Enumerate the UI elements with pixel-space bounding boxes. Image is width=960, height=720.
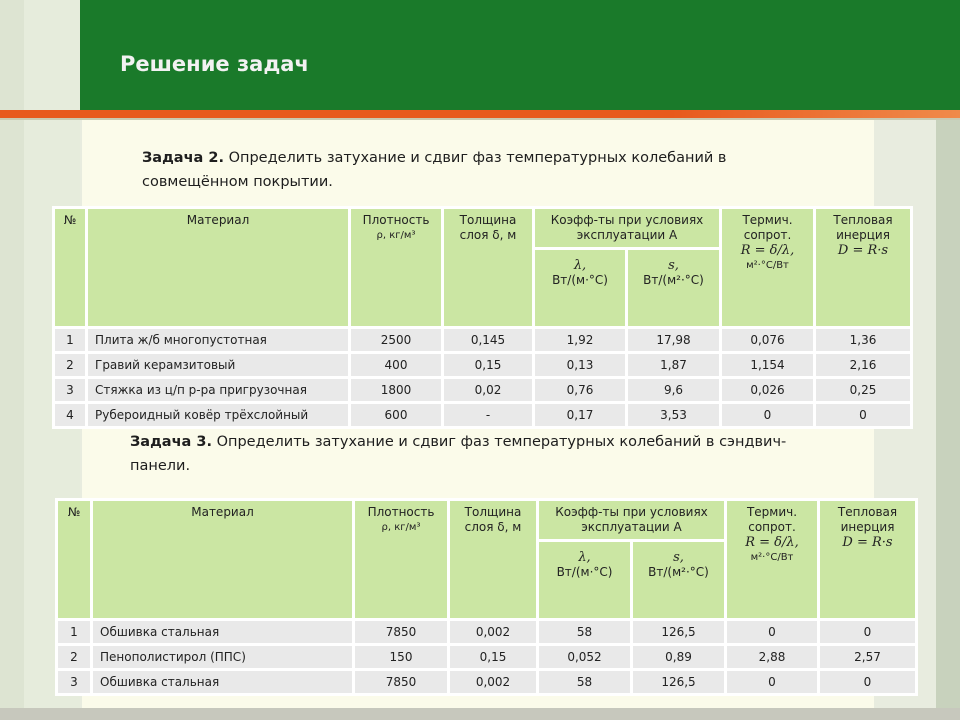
header-material: Материал xyxy=(93,501,352,618)
task2-text xyxy=(142,146,862,194)
table-cell: 1,154 xyxy=(722,354,813,376)
table-cell: - xyxy=(444,404,532,426)
table-cell: 0,13 xyxy=(535,354,625,376)
header-thickness: Толщина слоя δ, м xyxy=(450,501,536,618)
table-cell: 0,25 xyxy=(816,379,910,401)
right-decor-stripe xyxy=(936,120,960,720)
header-coefficients: Коэфф-ты при условиях эксплуатации А xyxy=(535,209,719,247)
task3-line1: Определить затухание и сдвиг фаз температурных колебаний в сэндвич- xyxy=(211,434,787,450)
table-row xyxy=(58,671,915,693)
table-cell: 0 xyxy=(816,404,910,426)
table-cell: Пенополистирол (ППС) xyxy=(93,646,352,668)
table-cell: 600 xyxy=(351,404,441,426)
table-row xyxy=(55,354,910,376)
table-cell: 150 xyxy=(355,646,447,668)
table-cell: 1800 xyxy=(351,379,441,401)
table-cell: 0,02 xyxy=(444,379,532,401)
table-cell: 0,002 xyxy=(450,671,536,693)
table-cell: 58 xyxy=(539,621,630,643)
table-cell: 0,15 xyxy=(444,354,532,376)
table-cell: 7850 xyxy=(355,621,447,643)
table-row xyxy=(58,621,915,643)
table-row xyxy=(58,646,915,668)
table-cell: 3 xyxy=(55,379,85,401)
table-cell: 0,076 xyxy=(722,329,813,351)
table-row xyxy=(55,329,910,351)
task2-label: Задача 2. xyxy=(142,150,224,166)
table-cell: 3,53 xyxy=(628,404,719,426)
table-cell: 0 xyxy=(820,621,915,643)
table-cell: 3 xyxy=(58,671,90,693)
table-cell: 400 xyxy=(351,354,441,376)
table-cell: 126,5 xyxy=(633,671,724,693)
header-lambda: λ, Вт/(м·°С) xyxy=(535,250,625,326)
table-cell: 2,88 xyxy=(727,646,817,668)
task2-line1: Определить затухание и сдвиг фаз температурных колебаний в xyxy=(223,150,727,166)
header-density: Плотность ρ, кг/м³ xyxy=(355,501,447,618)
table-cell: 0,026 xyxy=(722,379,813,401)
header-resistance: Термич. сопрот. R = δ/λ, м²·°С/Вт xyxy=(722,209,813,326)
table-cell: 0,17 xyxy=(535,404,625,426)
task2-line2: совмещённом покрытии. xyxy=(142,174,333,190)
table-cell: 1,36 xyxy=(816,329,910,351)
table-cell: 0,89 xyxy=(633,646,724,668)
task3-label: Задача 3. xyxy=(130,434,212,450)
table-cell: 0 xyxy=(820,671,915,693)
table-cell: 2 xyxy=(58,646,90,668)
header-inertia: Тепловая инерция D = R·s xyxy=(816,209,910,326)
table-cell: 0,002 xyxy=(450,621,536,643)
table-cell: 9,6 xyxy=(628,379,719,401)
table-cell: 0 xyxy=(727,621,817,643)
table-row xyxy=(55,379,910,401)
header-material: Материал xyxy=(88,209,348,326)
table-task2 xyxy=(52,206,913,429)
table-cell: 7850 xyxy=(355,671,447,693)
table-cell: 1,92 xyxy=(535,329,625,351)
slide-title: Решение задач xyxy=(120,52,309,76)
header-coefficients: Коэфф-ты при условиях эксплуатации А xyxy=(539,501,724,539)
table-cell: 4 xyxy=(55,404,85,426)
table-cell: 0,76 xyxy=(535,379,625,401)
header-s: s, Вт/(м²·°С) xyxy=(633,542,724,618)
header-thickness: Толщина слоя δ, м xyxy=(444,209,532,326)
header-s: s, Вт/(м²·°С) xyxy=(628,250,719,326)
table-cell: Рубероидный ковёр трёхслойный xyxy=(88,404,348,426)
header-num: № xyxy=(58,501,90,618)
table-task3 xyxy=(55,498,918,696)
table-cell: Плита ж/б многопустотная xyxy=(88,329,348,351)
table-cell: 58 xyxy=(539,671,630,693)
bottom-decor-strip xyxy=(0,708,960,720)
table-cell: 17,98 xyxy=(628,329,719,351)
table-cell: 0,15 xyxy=(450,646,536,668)
header-inertia: Тепловая инерция D = R·s xyxy=(820,501,915,618)
table-cell: Обшивка стальная xyxy=(93,671,352,693)
header-resistance: Термич. сопрот. R = δ/λ, м²·°С/Вт xyxy=(727,501,817,618)
table-cell: Гравий керамзитовый xyxy=(88,354,348,376)
task3-text xyxy=(130,430,850,478)
table-cell: 2 xyxy=(55,354,85,376)
accent-bar xyxy=(0,110,960,118)
table-cell: 2500 xyxy=(351,329,441,351)
table-cell: 0,052 xyxy=(539,646,630,668)
table-task2-body xyxy=(55,329,910,426)
table-task3-body xyxy=(58,621,915,693)
table-cell: Стяжка из ц/п р-ра пригрузочная xyxy=(88,379,348,401)
header-lambda: λ, Вт/(м·°С) xyxy=(539,542,630,618)
table-cell: 2,57 xyxy=(820,646,915,668)
table-cell: 0 xyxy=(727,671,817,693)
table-cell: 2,16 xyxy=(816,354,910,376)
header-num: № xyxy=(55,209,85,326)
header-density: Плотность ρ, кг/м³ xyxy=(351,209,441,326)
table-cell: 0,145 xyxy=(444,329,532,351)
table-cell: Обшивка стальная xyxy=(93,621,352,643)
table-cell: 1 xyxy=(58,621,90,643)
table-cell: 0 xyxy=(722,404,813,426)
table-cell: 126,5 xyxy=(633,621,724,643)
table-cell: 1,87 xyxy=(628,354,719,376)
table-cell: 1 xyxy=(55,329,85,351)
task3-line2: панели. xyxy=(130,458,191,474)
table-row xyxy=(55,404,910,426)
